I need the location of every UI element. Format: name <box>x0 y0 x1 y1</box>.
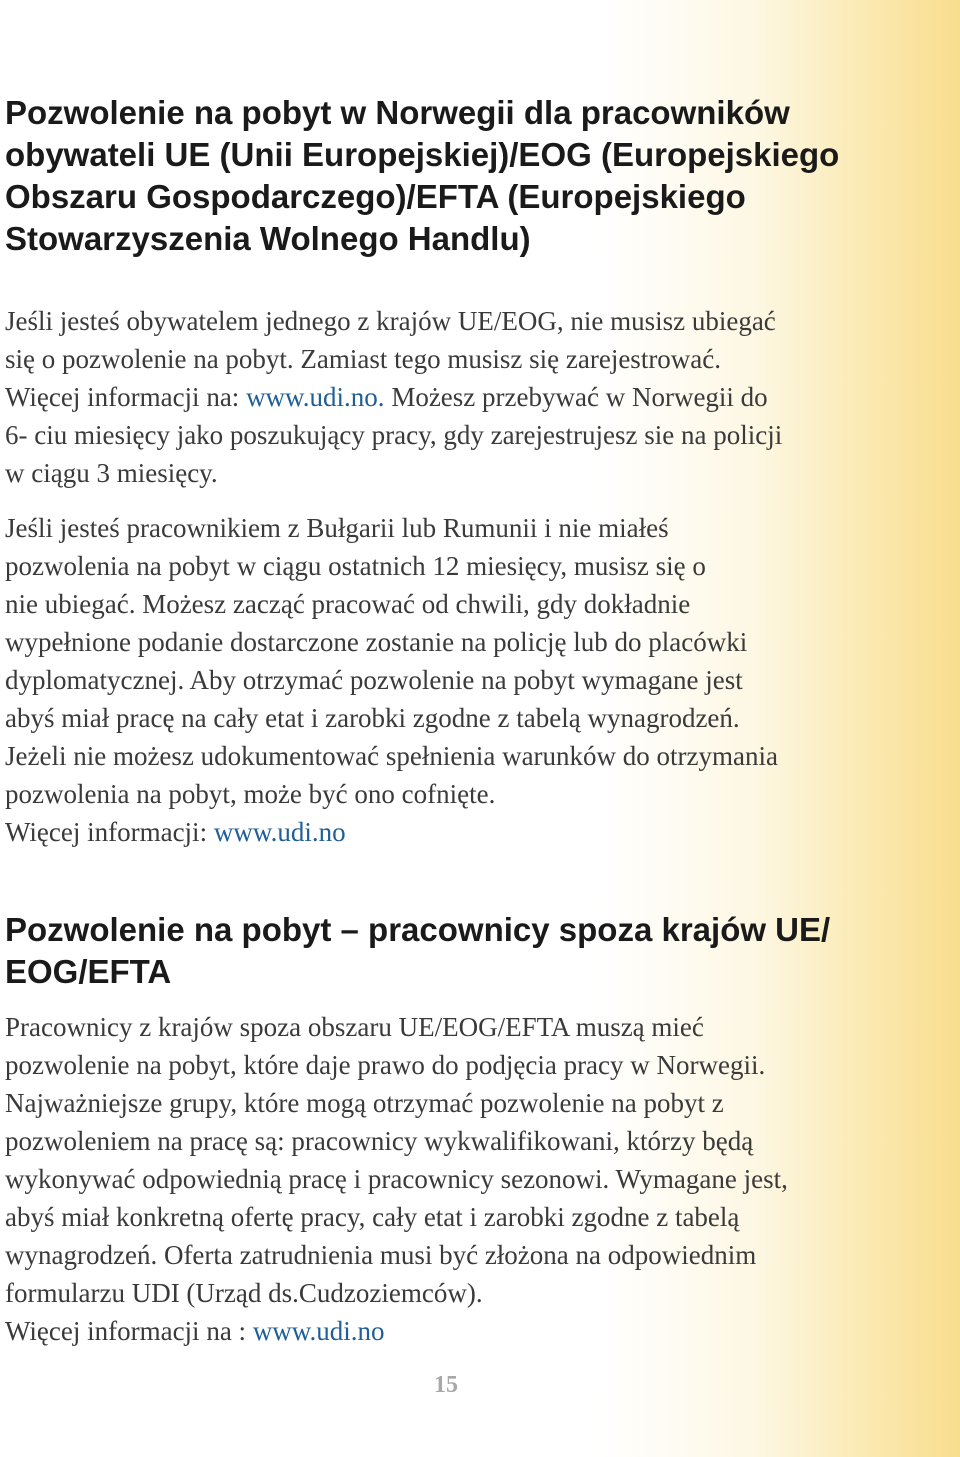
text-line: abyś miał pracę na cały etat i zarobki zgodne z tabelą wynagrodzeń. <box>5 703 740 733</box>
udi-link[interactable]: www.udi.no <box>213 817 346 847</box>
text-line: w ciągu 3 miesięcy. <box>5 458 218 488</box>
text-line: dyplomatycznej. Aby otrzymać pozwolenie na pobyt wymagane jest <box>5 665 743 695</box>
text-line: pozwolenie na pobyt, które daje prawo do podjęcia pracy w Norwegii. <box>5 1050 766 1080</box>
text-fragment: Więcej informacji na: <box>5 382 247 412</box>
text-line: pozwolenia na pobyt, może być ono cofnięte. <box>5 779 496 809</box>
text-line: się o pozwolenie na pobyt. Zamiast tego musisz się zarejestrować. <box>5 344 722 374</box>
text-line: 6- ciu miesięcy jako poszukujący pracy, gdy zarejestrujesz sie na policji <box>5 420 783 450</box>
udi-link[interactable]: www.udi.no. <box>246 382 385 412</box>
text-line: Jeżeli nie możesz udokumentować spełnienia warunków do otrzymania <box>5 741 778 771</box>
text-fragment: Więcej informacji: <box>5 817 214 847</box>
text-line: wynagrodzeń. Oferta zatrudnienia musi być złożona na odpowiednim <box>5 1240 757 1270</box>
text-line: Jeśli jesteś obywatelem jednego z krajów UE/EOG, nie musisz ubiegać <box>5 306 776 336</box>
section2-paragraph <box>5 1008 940 1350</box>
text-line: wykonywać odpowiednią pracę i pracownicy sezonowi. Wymagane jest, <box>5 1164 788 1194</box>
section2-heading <box>5 909 935 993</box>
text-line <box>5 1312 940 1350</box>
page-number: 15 <box>434 1372 458 1398</box>
text-line: Najważniejsze grupy, które mogą otrzymać pozwolenie na pobyt z <box>5 1088 724 1118</box>
heading-line: Pozwolenie na pobyt – pracownicy spoza krajów UE/ <box>5 911 831 948</box>
section1-heading <box>5 92 935 260</box>
text-fragment: Więcej informacji na : <box>5 1316 253 1346</box>
text-line <box>5 378 940 416</box>
heading-line: Pozwolenie na pobyt w Norwegii dla pracowników <box>5 94 790 131</box>
text-line: wypełnione podanie dostarczone zostanie na policję lub do placówki <box>5 627 748 657</box>
text-line: nie ubiegać. Możesz zacząć pracować od chwili, gdy dokładnie <box>5 589 691 619</box>
section1-paragraph-1 <box>5 302 940 492</box>
heading-line: Obszaru Gospodarczego)/EFTA (Europejskiego <box>5 178 746 215</box>
text-fragment: Możesz przebywać w Norwegii do <box>384 382 768 412</box>
text-line: pozwoleniem na pracę są: pracownicy wykwalifikowani, którzy będą <box>5 1126 754 1156</box>
heading-line: Stowarzyszenia Wolnego Handlu) <box>5 220 531 257</box>
udi-link[interactable]: www.udi.no <box>252 1316 385 1346</box>
text-line: abyś miał konkretną ofertę pracy, cały etat i zarobki zgodne z tabelą <box>5 1202 740 1232</box>
text-line: Jeśli jesteś pracownikiem z Bułgarii lub Rumunii i nie miałeś <box>5 513 669 543</box>
section1-paragraph-2 <box>5 509 940 851</box>
text-line: pozwolenia na pobyt w ciągu ostatnich 12 miesięcy, musisz się o <box>5 551 706 581</box>
text-line <box>5 813 940 851</box>
text-line: formularzu UDI (Urząd ds.Cudzoziemców). <box>5 1278 483 1308</box>
heading-line: EOG/EFTA <box>5 953 172 990</box>
heading-line: obywateli UE (Unii Europejskiej)/EOG (Europejskiego <box>5 136 840 173</box>
text-line: Pracownicy z krajów spoza obszaru UE/EOG/EFTA muszą mieć <box>5 1012 704 1042</box>
